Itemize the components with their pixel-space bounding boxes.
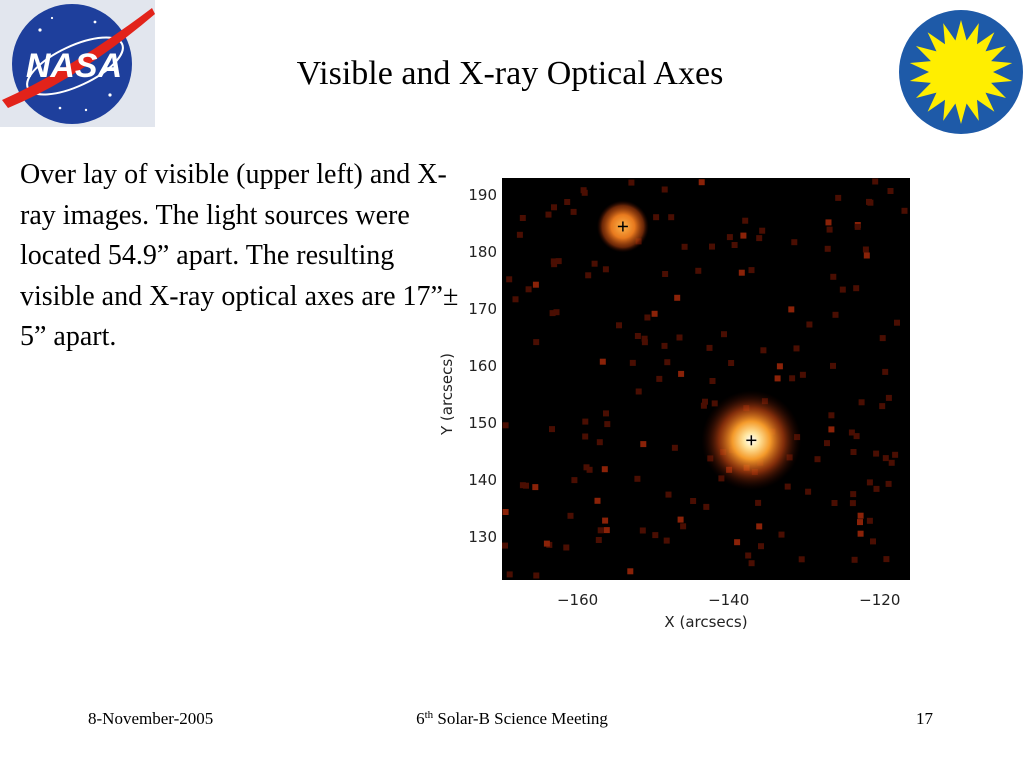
noise-pixel <box>672 445 678 451</box>
noise-pixel <box>794 345 800 351</box>
noise-pixel <box>852 557 858 563</box>
noise-pixel <box>833 312 839 318</box>
noise-pixel <box>644 315 650 321</box>
noise-pixel <box>777 363 783 369</box>
noise-pixel <box>806 322 812 328</box>
noise-pixel <box>628 180 634 186</box>
noise-pixel <box>873 451 879 457</box>
noise-pixel <box>835 195 841 201</box>
noise-pixel <box>854 433 860 439</box>
noise-pixel <box>600 359 606 365</box>
y-tick-label: 180 <box>468 243 497 262</box>
noise-pixel <box>740 233 746 239</box>
noise-pixel <box>526 286 532 292</box>
noise-pixel <box>699 179 705 185</box>
slide-title: Visible and X-ray Optical Axes <box>296 55 724 92</box>
noise-pixel <box>668 214 674 220</box>
x-tick-label: −120 <box>859 591 901 609</box>
noise-pixel <box>582 434 588 440</box>
noise-pixel <box>832 500 838 506</box>
noise-pixel <box>894 320 900 326</box>
y-tick-label: 140 <box>468 471 497 490</box>
noise-pixel <box>503 509 509 515</box>
noise-pixel <box>598 527 604 533</box>
noise-pixel <box>695 268 701 274</box>
y-tick-label: 150 <box>468 414 497 433</box>
noise-pixel <box>532 484 538 490</box>
noise-pixel <box>879 403 885 409</box>
noise-pixel <box>866 199 872 205</box>
noise-pixel <box>582 419 588 425</box>
xray-source <box>701 390 801 490</box>
footer-meeting-ordinal: th <box>424 709 434 721</box>
sun-emblem-icon <box>898 8 1024 136</box>
noise-pixel <box>502 543 508 549</box>
noise-pixel <box>585 272 591 278</box>
noise-pixel <box>533 573 539 579</box>
footer-meeting-number: 6 <box>416 709 425 728</box>
noise-pixel <box>830 274 836 280</box>
noise-pixel <box>828 426 834 432</box>
noise-pixel <box>604 527 610 533</box>
noise-pixel <box>857 519 863 525</box>
noise-pixel <box>701 403 707 409</box>
noise-pixel <box>550 310 556 316</box>
noise-pixel <box>799 556 805 562</box>
noise-pixel <box>710 378 716 384</box>
noise-pixel <box>827 227 833 233</box>
noise-pixel <box>826 219 832 225</box>
noise-pixel <box>581 187 587 193</box>
noise-pixel <box>739 270 745 276</box>
noise-pixel <box>828 412 834 418</box>
noise-pixel <box>775 375 781 381</box>
noise-pixel <box>564 199 570 205</box>
footer-date: 8-November-2005 <box>88 709 214 728</box>
noise-pixel <box>602 518 608 524</box>
noise-pixel <box>503 422 509 428</box>
footer-meeting-name <box>0 708 1024 730</box>
noise-pixel <box>520 482 526 488</box>
noise-pixel <box>886 395 892 401</box>
noise-pixel <box>506 276 512 282</box>
noise-pixel <box>656 376 662 382</box>
noise-pixel <box>568 513 574 519</box>
noise-pixel <box>789 375 795 381</box>
noise-pixel <box>563 545 569 551</box>
noise-pixel <box>677 335 683 341</box>
noise-pixel <box>759 228 765 234</box>
noise-pixel <box>703 504 709 510</box>
noise-pixel <box>883 455 889 461</box>
noise-pixel <box>858 531 864 537</box>
y-tick-label: 170 <box>468 300 497 319</box>
page-number: 17 <box>916 709 933 728</box>
noise-pixel <box>805 489 811 495</box>
noise-pixel <box>859 399 865 405</box>
noise-pixel <box>533 282 539 288</box>
noise-pixel <box>749 560 755 566</box>
x-axis-label: X (arcsecs) <box>664 613 748 631</box>
noise-pixel <box>824 440 830 446</box>
x-tick-label: −140 <box>708 591 750 609</box>
optical-axes-plot <box>430 160 930 650</box>
noise-pixel <box>604 421 610 427</box>
noise-pixel <box>662 271 668 277</box>
noise-pixel <box>867 518 873 524</box>
noise-pixel <box>680 523 686 529</box>
noise-pixel <box>546 212 552 218</box>
noise-pixel <box>642 336 648 342</box>
noise-pixel <box>791 239 797 245</box>
nasa-logo-text: NASA <box>25 47 123 85</box>
noise-pixel <box>755 500 761 506</box>
footer-meeting-title: Solar-B Science Meeting <box>433 709 608 728</box>
slide-body-text: Over lay of visible (upper left) and X-ray images. The light sources were located 54.9” apart. The resulting visible and X-ray optical axes are 17”± 5” apart. <box>20 159 459 352</box>
noise-pixel <box>850 500 856 506</box>
noise-pixel <box>678 371 684 377</box>
noise-pixel <box>883 556 889 562</box>
noise-pixel <box>571 477 577 483</box>
noise-pixel <box>592 261 598 267</box>
noise-pixel <box>800 372 806 378</box>
noise-pixel <box>851 449 857 455</box>
noise-pixel <box>596 537 602 543</box>
noise-pixel <box>662 343 668 349</box>
noise-pixel <box>640 528 646 534</box>
noise-pixel <box>882 369 888 375</box>
noise-pixel <box>551 258 557 264</box>
noise-pixel <box>602 466 608 472</box>
noise-pixel <box>742 218 748 224</box>
noise-pixel <box>850 491 856 497</box>
noise-pixel <box>886 481 892 487</box>
noise-pixel <box>902 208 908 214</box>
noise-pixel <box>597 439 603 445</box>
noise-pixel <box>551 204 557 210</box>
noise-pixel <box>889 460 895 466</box>
noise-pixel <box>533 339 539 345</box>
noise-pixel <box>664 359 670 365</box>
noise-pixel <box>634 476 640 482</box>
noise-pixel <box>756 523 762 529</box>
noise-pixel <box>674 295 680 301</box>
noise-pixel <box>616 322 622 328</box>
noise-pixel <box>840 287 846 293</box>
noise-pixel <box>513 296 519 302</box>
noise-pixel <box>682 244 688 250</box>
noise-pixel <box>825 246 831 252</box>
noise-pixel <box>666 492 672 498</box>
noise-pixel <box>709 244 715 250</box>
noise-pixel <box>872 179 878 185</box>
noise-pixel <box>867 479 873 485</box>
noise-pixel <box>690 498 696 504</box>
noise-pixel <box>520 215 526 221</box>
noise-pixel <box>652 532 658 538</box>
noise-pixel <box>758 543 764 549</box>
noise-pixel <box>864 253 870 259</box>
noise-pixel <box>507 571 513 577</box>
noise-pixel <box>652 311 658 317</box>
plot-area <box>502 178 910 580</box>
noise-pixel <box>734 539 740 545</box>
noise-pixel <box>732 242 738 248</box>
noise-pixel <box>888 188 894 194</box>
noise-pixel <box>595 498 601 504</box>
visible-source <box>597 200 649 252</box>
y-tick-label: 130 <box>468 528 497 547</box>
noise-pixel <box>662 187 668 193</box>
noise-pixel <box>779 532 785 538</box>
noise-pixel <box>728 360 734 366</box>
noise-pixel <box>830 363 836 369</box>
noise-pixel <box>785 484 791 490</box>
noise-pixel <box>571 209 577 215</box>
noise-pixel <box>627 568 633 574</box>
y-axis-label: Y (arcsecs) <box>438 352 456 436</box>
noise-pixel <box>721 331 727 337</box>
x-tick-label: −160 <box>556 591 599 609</box>
noise-pixel <box>749 267 755 273</box>
noise-pixel <box>635 333 641 339</box>
noise-pixel <box>874 486 880 492</box>
noise-pixel <box>640 441 646 447</box>
noise-pixel <box>678 517 684 523</box>
noise-pixel <box>517 232 523 238</box>
noise-pixel <box>760 347 766 353</box>
noise-pixel <box>853 285 859 291</box>
noise-pixel <box>880 335 886 341</box>
nasa-logo <box>0 0 155 127</box>
noise-pixel <box>858 513 864 519</box>
noise-pixel <box>870 538 876 544</box>
noise-pixel <box>549 426 555 432</box>
noise-pixel <box>745 553 751 559</box>
noise-pixel <box>630 360 636 366</box>
noise-pixel <box>727 234 733 240</box>
noise-pixel <box>855 224 861 230</box>
y-tick-label: 190 <box>468 186 497 205</box>
y-tick-label: 160 <box>468 357 497 376</box>
noise-pixel <box>664 538 670 544</box>
noise-pixel <box>653 214 659 220</box>
noise-pixel <box>544 541 550 547</box>
noise-pixel <box>892 452 898 458</box>
noise-pixel <box>788 306 794 312</box>
noise-pixel <box>603 266 609 272</box>
noise-pixel <box>603 410 609 416</box>
noise-pixel <box>707 345 713 351</box>
noise-pixel <box>815 456 821 462</box>
noise-pixel <box>636 389 642 395</box>
noise-pixel <box>756 235 762 241</box>
noise-pixel <box>863 247 869 253</box>
noise-pixel <box>584 464 590 470</box>
